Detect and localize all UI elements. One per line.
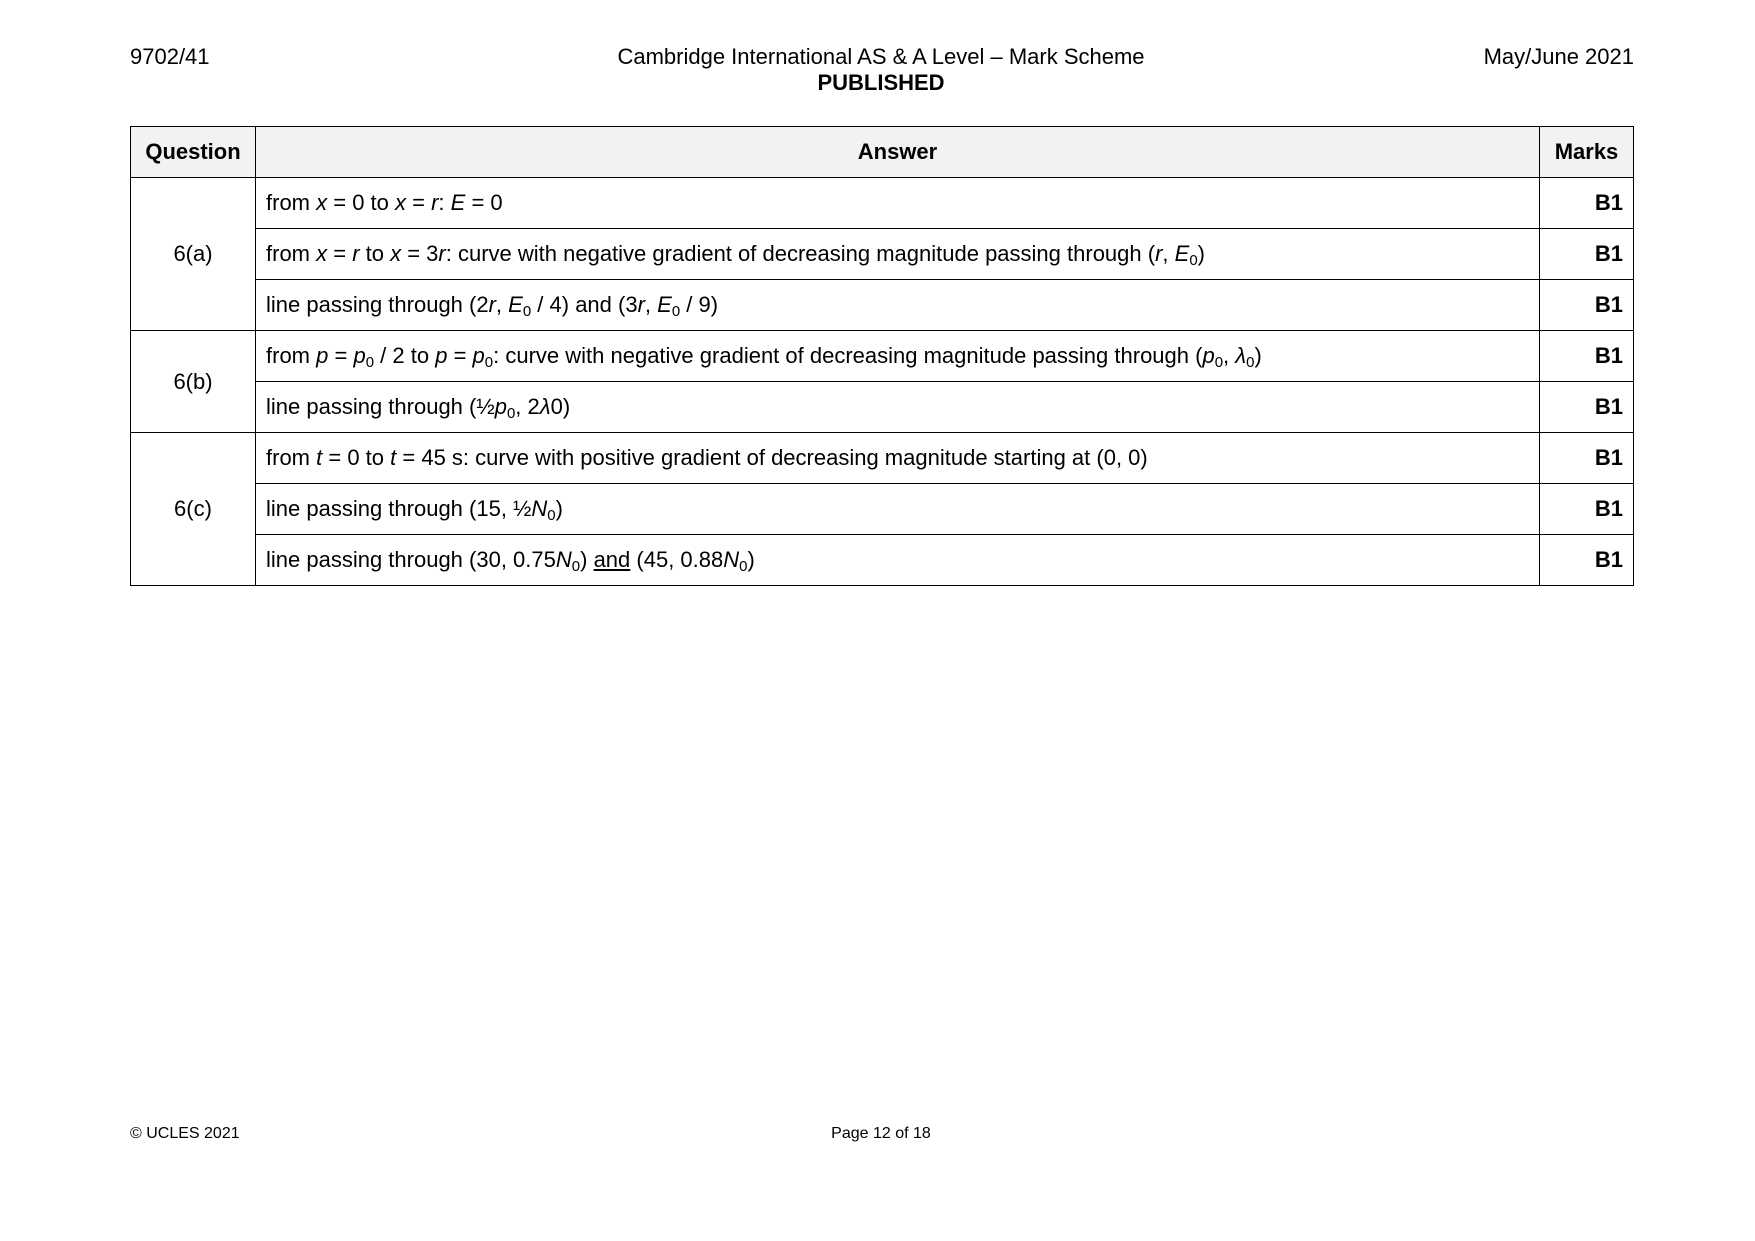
table-row [131, 280, 1634, 331]
marks-cell: B1 [1540, 382, 1634, 433]
marks-cell: B1 [1540, 484, 1634, 535]
table-row [131, 331, 1634, 382]
table-body [131, 178, 1634, 586]
table-row [131, 433, 1634, 484]
answer-cell: from x = 0 to x = r: E = 0 [256, 178, 1540, 229]
answer-cell: from x = r to x = 3r: curve with negative gradient of decreasing magnitude passing through (r, $E_0$) [256, 229, 1540, 280]
column-header-question: Question [131, 127, 256, 178]
table-row [131, 535, 1634, 586]
answer-cell: from t = 0 to t = 45 s: curve with positive gradient of decreasing magnitude starting at (0, 0) [256, 433, 1540, 484]
marks-cell: B1 [1540, 229, 1634, 280]
question-number: 6(b) [131, 331, 256, 433]
marks-cell: B1 [1540, 331, 1634, 382]
marks-cell: B1 [1540, 178, 1634, 229]
mark-scheme-table [130, 126, 1634, 586]
table-header-row [131, 127, 1634, 178]
question-number: 6(c) [131, 433, 256, 586]
document-status: PUBLISHED [817, 70, 945, 95]
column-header-answer: Answer [256, 127, 1540, 178]
table-row [131, 229, 1634, 280]
marks-cell: B1 [1540, 433, 1634, 484]
copyright-notice: © UCLES 2021 [130, 1125, 240, 1142]
marks-cell: B1 [1540, 280, 1634, 331]
question-number: 6(a) [131, 178, 256, 331]
document-title: Cambridge International AS & A Level – Mark Scheme [617, 44, 1145, 69]
answer-cell: line passing through (15, $\frac{1}{2}N_0$) [256, 484, 1540, 535]
exam-session: May/June 2021 [1483, 44, 1634, 69]
page-number: Page 12 of 18 [831, 1125, 931, 1142]
table-row [131, 484, 1634, 535]
marks-cell: B1 [1540, 535, 1634, 586]
answer-cell: line passing through ($\frac{1}{2}p_0$, 2λ0) [256, 382, 1540, 433]
answer-cell: from $p = p_0 / 2$ to $p = p_0$: curve with negative gradient of decreasing magnitude passing through ($p_0$, $\lambda_0$) [256, 331, 1540, 382]
answer-cell: line passing through (30, $0.75N_0$) and (45, $0.88N_0$) [256, 535, 1540, 586]
answer-cell: line passing through (2r, $E_0 / 4$) and (3r, $E_0 / 9$) [256, 280, 1540, 331]
table-row [131, 178, 1634, 229]
column-header-marks: Marks [1540, 127, 1634, 178]
table-row [131, 382, 1634, 433]
paper-code: 9702/41 [130, 44, 210, 69]
